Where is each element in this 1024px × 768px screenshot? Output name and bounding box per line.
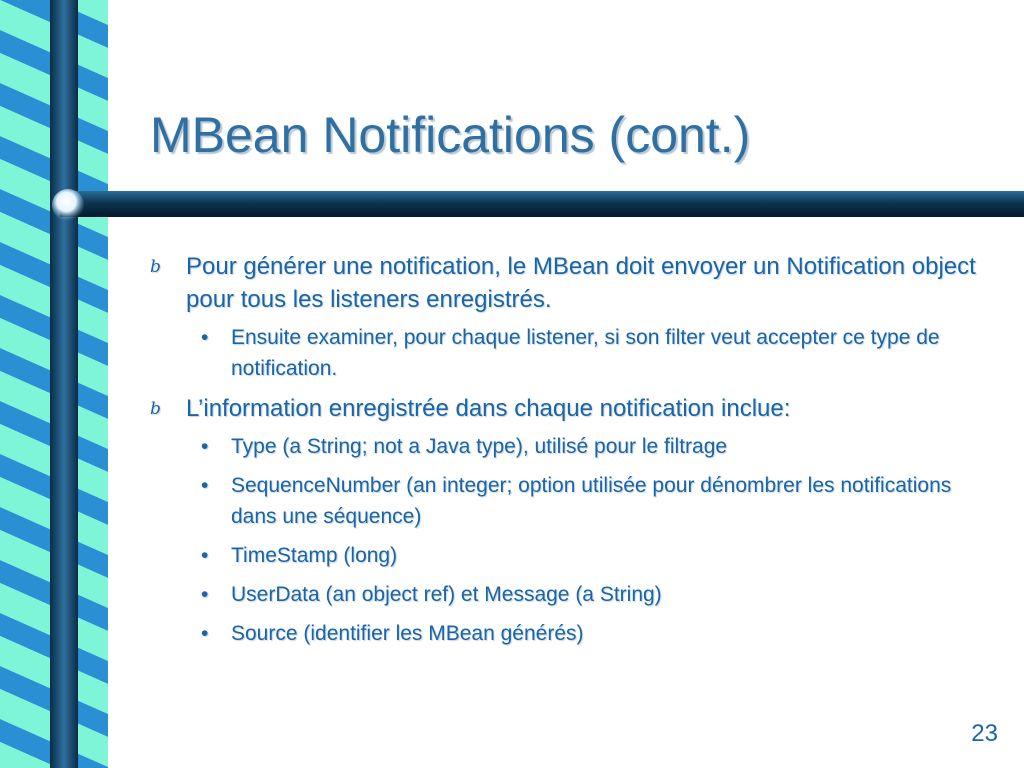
- vertical-post: [50, 0, 78, 768]
- bullet-item-1: [150, 250, 990, 316]
- sub-bullet-item: [150, 322, 990, 384]
- page-number: 23: [971, 720, 998, 747]
- bullet-marker: b: [150, 399, 161, 419]
- sub-bullet-item: [150, 470, 990, 532]
- bullet-marker: b: [150, 257, 161, 277]
- sub-bullet-text: SequenceNumber (an integer; option utilisée pour dénombrer les notifications dans une séquence): [231, 474, 952, 528]
- sub-bullet-text: UserData (an object ref) et Message (a String): [231, 583, 662, 606]
- sub-bullet-item: [150, 618, 990, 649]
- sub-bullet-marker: •: [201, 435, 209, 458]
- sub-bullet-marker: •: [201, 544, 209, 567]
- sub-bullet-text: Ensuite examiner, pour chaque listener, si son filter veut accepter ce type de notification.: [231, 326, 940, 380]
- sub-bullet-item: [150, 579, 990, 610]
- sub-bullet-marker: •: [201, 583, 209, 606]
- sub-bullet-text: Type (a String; not a Java type), utilisé pour le filtrage: [231, 435, 728, 458]
- bullet-item-2: [150, 392, 990, 425]
- bar-highlight: [52, 189, 84, 221]
- title-underline-bar: [60, 191, 1024, 217]
- bullet-text: L’information enregistrée dans chaque notification inclue:: [186, 395, 791, 422]
- sub-bullet-marker: •: [201, 326, 209, 349]
- sub-bullet-item: [150, 431, 990, 462]
- bullet-text: Pour générer une notification, le MBean doit envoyer un Notification object pour tous les listeners enregistrés.: [186, 253, 976, 313]
- slide-content: [150, 250, 990, 657]
- sub-bullet-text: Source (identifier les MBean générés): [231, 622, 584, 645]
- sub-bullet-marker: •: [201, 622, 209, 645]
- sub-bullet-text: TimeStamp (long): [231, 544, 398, 567]
- slide-title: MBean Notifications (cont.): [150, 107, 751, 163]
- sub-bullet-item: [150, 540, 990, 571]
- sub-bullet-marker: •: [201, 474, 209, 497]
